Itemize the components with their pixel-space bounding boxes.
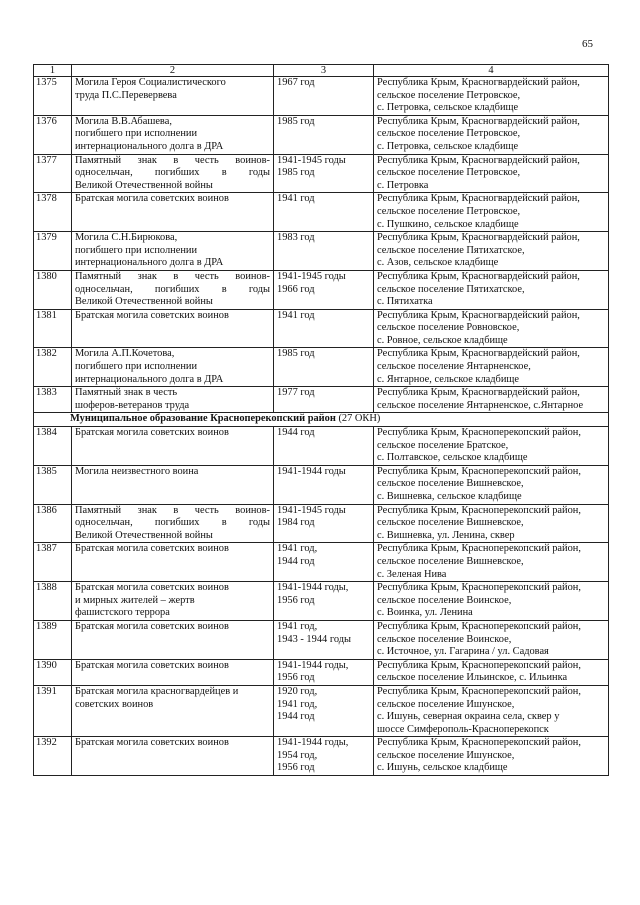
- table-row: [34, 504, 609, 543]
- object-address: [374, 309, 609, 348]
- object-date: [274, 620, 374, 659]
- object-name-line: Братская могила советских воинов: [75, 193, 229, 205]
- object-name: [72, 659, 274, 685]
- object-name-line: Памятный знак в честь воинов-: [75, 270, 270, 282]
- object-name-line: погибшего при исполнении: [75, 361, 198, 373]
- header-col-4: 4: [374, 65, 609, 77]
- object-name: [72, 309, 274, 348]
- object-address-line: Республика Крым, Красноперекопский район,: [377, 465, 581, 477]
- table-row: [34, 620, 609, 659]
- object-address-line: сельское поселение Пятихатское,: [377, 244, 525, 256]
- object-address-line: сельское поселение Вишневское,: [377, 478, 524, 490]
- object-name-line: односельчан, погибших в годы: [75, 517, 270, 529]
- object-date: [274, 309, 374, 348]
- object-name-line: интернационального долга в ДРА: [75, 140, 224, 152]
- object-name-line: Великой Отечественной войны: [75, 296, 213, 308]
- object-date: [274, 582, 374, 621]
- object-date: [274, 270, 374, 309]
- table-row: [34, 232, 609, 271]
- table-row: [34, 685, 609, 736]
- object-date-line: 1920 год,: [277, 685, 318, 697]
- object-address-line: Республика Крым, Красногвардейский район,: [377, 309, 580, 321]
- object-name-line: Могила неизвестного воина: [75, 465, 199, 477]
- object-address-line: сельское поселение Воинское,: [377, 594, 512, 606]
- object-address-line: Республика Крым, Красноперекопский район,: [377, 737, 581, 749]
- object-date-line: 1954 год,: [277, 749, 318, 761]
- object-name: [72, 154, 274, 193]
- section-count: (27 ОКН): [335, 413, 381, 425]
- object-date-line: 1984 год: [277, 517, 315, 529]
- table-row: [34, 387, 609, 413]
- table-row: [34, 309, 609, 348]
- table-row: [34, 77, 609, 116]
- object-address-line: с. Источное, ул. Гагарина / ул. Садовая: [377, 646, 549, 658]
- row-number: 1387: [34, 543, 72, 582]
- object-date: [274, 154, 374, 193]
- row-number: 1380: [34, 270, 72, 309]
- row-number: 1376: [34, 115, 72, 154]
- row-number: 1377: [34, 154, 72, 193]
- object-date-line: 1944 год: [277, 555, 315, 567]
- object-date: [274, 504, 374, 543]
- object-address-line: с. Вишневка, ул. Ленина, сквер: [377, 529, 515, 541]
- object-name-line: интернационального долга в ДРА: [75, 257, 224, 269]
- object-date-line: 1941-1944 годы,: [277, 737, 349, 749]
- object-date-line: 1941-1945 годы: [277, 504, 346, 516]
- object-name-line: Великой Отечественной войны: [75, 529, 213, 541]
- object-name-line: погибшего при исполнении: [75, 244, 198, 256]
- object-address-line: с. Ишунь, сельское кладбище: [377, 762, 508, 774]
- object-name-line: и мирных жителей – жертв: [75, 594, 195, 606]
- row-number: 1375: [34, 77, 72, 116]
- object-address-line: сельское поселение Воинское,: [377, 633, 512, 645]
- object-address-line: с. Вишневка, сельское кладбище: [377, 491, 522, 502]
- object-address-line: с. Ровное, сельское кладбище: [377, 334, 508, 346]
- object-date: [274, 193, 374, 232]
- object-date-line: 1943 - 1944 годы: [277, 633, 351, 645]
- row-number: 1384: [34, 427, 72, 466]
- object-address: [374, 620, 609, 659]
- table-body-b: [34, 427, 609, 776]
- object-address-line: с. Пушкино, сельское кладбище: [377, 218, 519, 230]
- object-address: [374, 543, 609, 582]
- object-name-line: погибшего при исполнении: [75, 128, 198, 140]
- object-name: [72, 543, 274, 582]
- object-name-line: Могила А.П.Кочетова,: [75, 348, 175, 360]
- object-date-line: 1941-1944 годы,: [277, 659, 349, 671]
- object-name-line: односельчан, погибших в годы: [75, 167, 270, 179]
- object-address: [374, 504, 609, 543]
- object-address-line: Республика Крым, Красноперекопский район,: [377, 427, 581, 439]
- object-name-line: Братская могила советских воинов: [75, 582, 229, 594]
- object-name-line: Братская могила советских воинов: [75, 309, 229, 321]
- table-row: [34, 543, 609, 582]
- object-address-line: Республика Крым, Красногвардейский район,: [377, 270, 580, 282]
- object-address-line: с. Петровка: [377, 179, 429, 191]
- object-date-line: 1985 год: [277, 167, 315, 179]
- object-name: [72, 77, 274, 116]
- table-row: [34, 270, 609, 309]
- row-number: 1385: [34, 465, 72, 504]
- object-address: [374, 232, 609, 271]
- object-date-line: 1944 год: [277, 711, 315, 723]
- object-address: [374, 387, 609, 413]
- object-name-line: Великой Отечественной войны: [75, 179, 213, 191]
- section-title: Муниципальное образование Красноперекопский район: [70, 413, 336, 425]
- object-address-line: сельское поселение Вишневское,: [377, 555, 524, 567]
- object-name-line: Памятный знак в честь воинов-: [75, 154, 270, 166]
- object-name: [72, 504, 274, 543]
- object-address-line: сельское поселение Ишунское,: [377, 698, 515, 710]
- object-name: [72, 387, 274, 413]
- table-row: [34, 115, 609, 154]
- object-name: [72, 620, 274, 659]
- header-col-1: 1: [34, 65, 72, 77]
- object-address-line: сельское поселение Вишневское,: [377, 517, 524, 529]
- row-number: 1392: [34, 737, 72, 776]
- object-address-line: сельское поселение Ишунское,: [377, 749, 515, 761]
- page-number: 65: [582, 38, 593, 50]
- object-address-line: Республика Крым, Красногвардейский район,: [377, 77, 580, 88]
- object-date-line: 1941-1944 годы: [277, 465, 346, 477]
- table-row: [34, 348, 609, 387]
- row-number: 1381: [34, 309, 72, 348]
- object-address-line: с. Зеленая Нива: [377, 568, 447, 580]
- section-body: [34, 413, 609, 427]
- object-address-line: сельское поселение Пятихатское,: [377, 283, 525, 295]
- object-address: [374, 465, 609, 504]
- object-address-line: Республика Крым, Красногвардейский район,: [377, 232, 580, 244]
- object-address: [374, 685, 609, 736]
- object-name: [72, 232, 274, 271]
- object-address-line: Республика Крым, Красноперекопский район,: [377, 582, 581, 594]
- object-name-line: фашистского террора: [75, 607, 170, 619]
- object-date: [274, 115, 374, 154]
- object-address-line: Республика Крым, Красноперекопский район,: [377, 620, 581, 632]
- object-date-line: 1985 год: [277, 115, 315, 127]
- object-date-line: 1941 год,: [277, 620, 318, 632]
- object-name-line: труда П.С.Перевервева: [75, 89, 177, 101]
- object-date-line: 1967 год: [277, 77, 315, 88]
- object-date-line: 1956 год: [277, 594, 315, 606]
- section-heading: [34, 413, 609, 427]
- object-name-line: Могила С.Н.Бирюкова,: [75, 232, 178, 244]
- object-address-line: Республика Крым, Красногвардейский район,: [377, 115, 580, 127]
- object-name: [72, 348, 274, 387]
- object-address-line: с. Петровка, сельское кладбище: [377, 102, 519, 114]
- object-name: [72, 427, 274, 466]
- object-address-line: сельское поселение Ровновское,: [377, 322, 520, 334]
- object-address-line: сельское поселение Братское,: [377, 439, 509, 451]
- row-number: 1386: [34, 504, 72, 543]
- table-body-a: [34, 77, 609, 413]
- header-col-2: 2: [72, 65, 274, 77]
- object-date-line: 1944 год: [277, 427, 315, 439]
- object-date-line: 1941 год,: [277, 543, 318, 555]
- object-address: [374, 270, 609, 309]
- object-address-line: сельское поселение Петровское,: [377, 89, 521, 101]
- row-number: 1390: [34, 659, 72, 685]
- object-address-line: Республика Крым, Красноперекопский район,: [377, 504, 581, 516]
- object-address: [374, 582, 609, 621]
- object-date: [274, 543, 374, 582]
- object-address: [374, 427, 609, 466]
- table-row: [34, 465, 609, 504]
- object-name-line: Могила Героя Социалистического: [75, 77, 226, 88]
- object-address-line: с. Полтавское, сельское кладбище: [377, 452, 528, 464]
- object-date-line: 1956 год: [277, 762, 315, 774]
- object-address-line: сельское поселение Янтарненское,: [377, 361, 531, 373]
- object-name-line: Братская могила советских воинов: [75, 620, 229, 632]
- object-address-line: Республика Крым, Красноперекопский район,: [377, 659, 581, 671]
- object-date-line: 1966 год: [277, 283, 315, 295]
- section-row: [34, 413, 609, 427]
- object-address-line: Республика Крым, Красноперекопский район,: [377, 543, 581, 555]
- object-date-line: 1941 год: [277, 193, 315, 205]
- table-row: [34, 193, 609, 232]
- table-row: [34, 737, 609, 776]
- object-date-line: 1941-1945 годы: [277, 270, 346, 282]
- object-date-line: 1941 год,: [277, 698, 318, 710]
- object-address-line: с. Ишунь, северная окраина села, сквер у: [377, 711, 560, 723]
- object-date-line: 1941-1945 годы: [277, 154, 346, 166]
- object-address-line: сельское поселение Петровское,: [377, 167, 521, 179]
- object-date: [274, 387, 374, 413]
- object-name-line: Могила В.В.Абашева,: [75, 115, 172, 127]
- table-row: [34, 154, 609, 193]
- object-date: [274, 685, 374, 736]
- object-name: [72, 465, 274, 504]
- object-address-line: шоссе Симферополь-Красноперекопск: [377, 723, 549, 735]
- row-number: 1378: [34, 193, 72, 232]
- object-date-line: 1941-1944 годы,: [277, 582, 349, 594]
- object-address-line: с. Азов, сельское кладбище: [377, 257, 499, 269]
- object-address: [374, 659, 609, 685]
- row-number: 1383: [34, 387, 72, 413]
- table-row: [34, 659, 609, 685]
- object-address-line: сельское поселение Петровское,: [377, 128, 521, 140]
- monuments-table: [33, 64, 609, 776]
- object-address: [374, 115, 609, 154]
- object-name-line: односельчан, погибших в годы: [75, 283, 270, 295]
- object-date: [274, 737, 374, 776]
- object-name: [72, 193, 274, 232]
- object-address-line: с. Петровка, сельское кладбище: [377, 140, 519, 152]
- object-name-line: Братская могила советских воинов: [75, 543, 229, 555]
- object-address-line: сельское поселение Янтарненское, с.Янтарное: [377, 399, 584, 411]
- object-name: [72, 685, 274, 736]
- object-address-line: с. Янтарное, сельское кладбище: [377, 373, 519, 385]
- object-address-line: Республика Крым, Красноперекопский район,: [377, 685, 581, 697]
- object-name-line: Памятный знак в честь воинов-: [75, 504, 270, 516]
- row-number: 1382: [34, 348, 72, 387]
- object-date: [274, 77, 374, 116]
- object-address-line: Республика Крым, Красногвардейский район,: [377, 387, 580, 399]
- object-address-line: сельское поселение Ильинское, с. Ильинка: [377, 672, 568, 684]
- object-name-line: шоферов-ветеранов труда: [75, 399, 190, 411]
- object-name-line: интернационального долга в ДРА: [75, 373, 224, 385]
- object-date: [274, 348, 374, 387]
- row-number: 1379: [34, 232, 72, 271]
- object-name-line: советских воинов: [75, 698, 154, 710]
- object-date-line: 1985 год: [277, 348, 315, 360]
- object-address-line: с. Пятихатка: [377, 296, 433, 308]
- object-name-line: Братская могила красногвардейцев и: [75, 685, 239, 697]
- object-name: [72, 115, 274, 154]
- header-col-3: 3: [274, 65, 374, 77]
- object-address: [374, 193, 609, 232]
- object-address: [374, 348, 609, 387]
- object-address-line: Республика Крым, Красногвардейский район,: [377, 193, 580, 205]
- object-address-line: Республика Крым, Красногвардейский район,: [377, 348, 580, 360]
- table-row: [34, 427, 609, 466]
- object-name-line: Памятный знак в честь: [75, 387, 178, 399]
- object-name-line: Братская могила советских воинов: [75, 737, 229, 749]
- object-name: [72, 737, 274, 776]
- object-date: [274, 427, 374, 466]
- object-date-line: 1941 год: [277, 309, 315, 321]
- object-address-line: Республика Крым, Красногвардейский район,: [377, 154, 580, 166]
- object-address: [374, 154, 609, 193]
- object-date: [274, 465, 374, 504]
- row-number: 1391: [34, 685, 72, 736]
- table-row: [34, 582, 609, 621]
- object-address: [374, 737, 609, 776]
- object-date-line: 1983 год: [277, 232, 315, 244]
- object-date: [274, 659, 374, 685]
- object-address-line: с. Воинка, ул. Ленина: [377, 607, 473, 619]
- table-header-row: [34, 65, 609, 77]
- object-date-line: 1956 год: [277, 672, 315, 684]
- object-name: [72, 270, 274, 309]
- object-date: [274, 232, 374, 271]
- object-name-line: Братская могила советских воинов: [75, 659, 229, 671]
- object-address-line: сельское поселение Петровское,: [377, 205, 521, 217]
- object-name: [72, 582, 274, 621]
- object-name-line: Братская могила советских воинов: [75, 427, 229, 439]
- object-address: [374, 77, 609, 116]
- object-date-line: 1977 год: [277, 387, 315, 399]
- row-number: 1388: [34, 582, 72, 621]
- row-number: 1389: [34, 620, 72, 659]
